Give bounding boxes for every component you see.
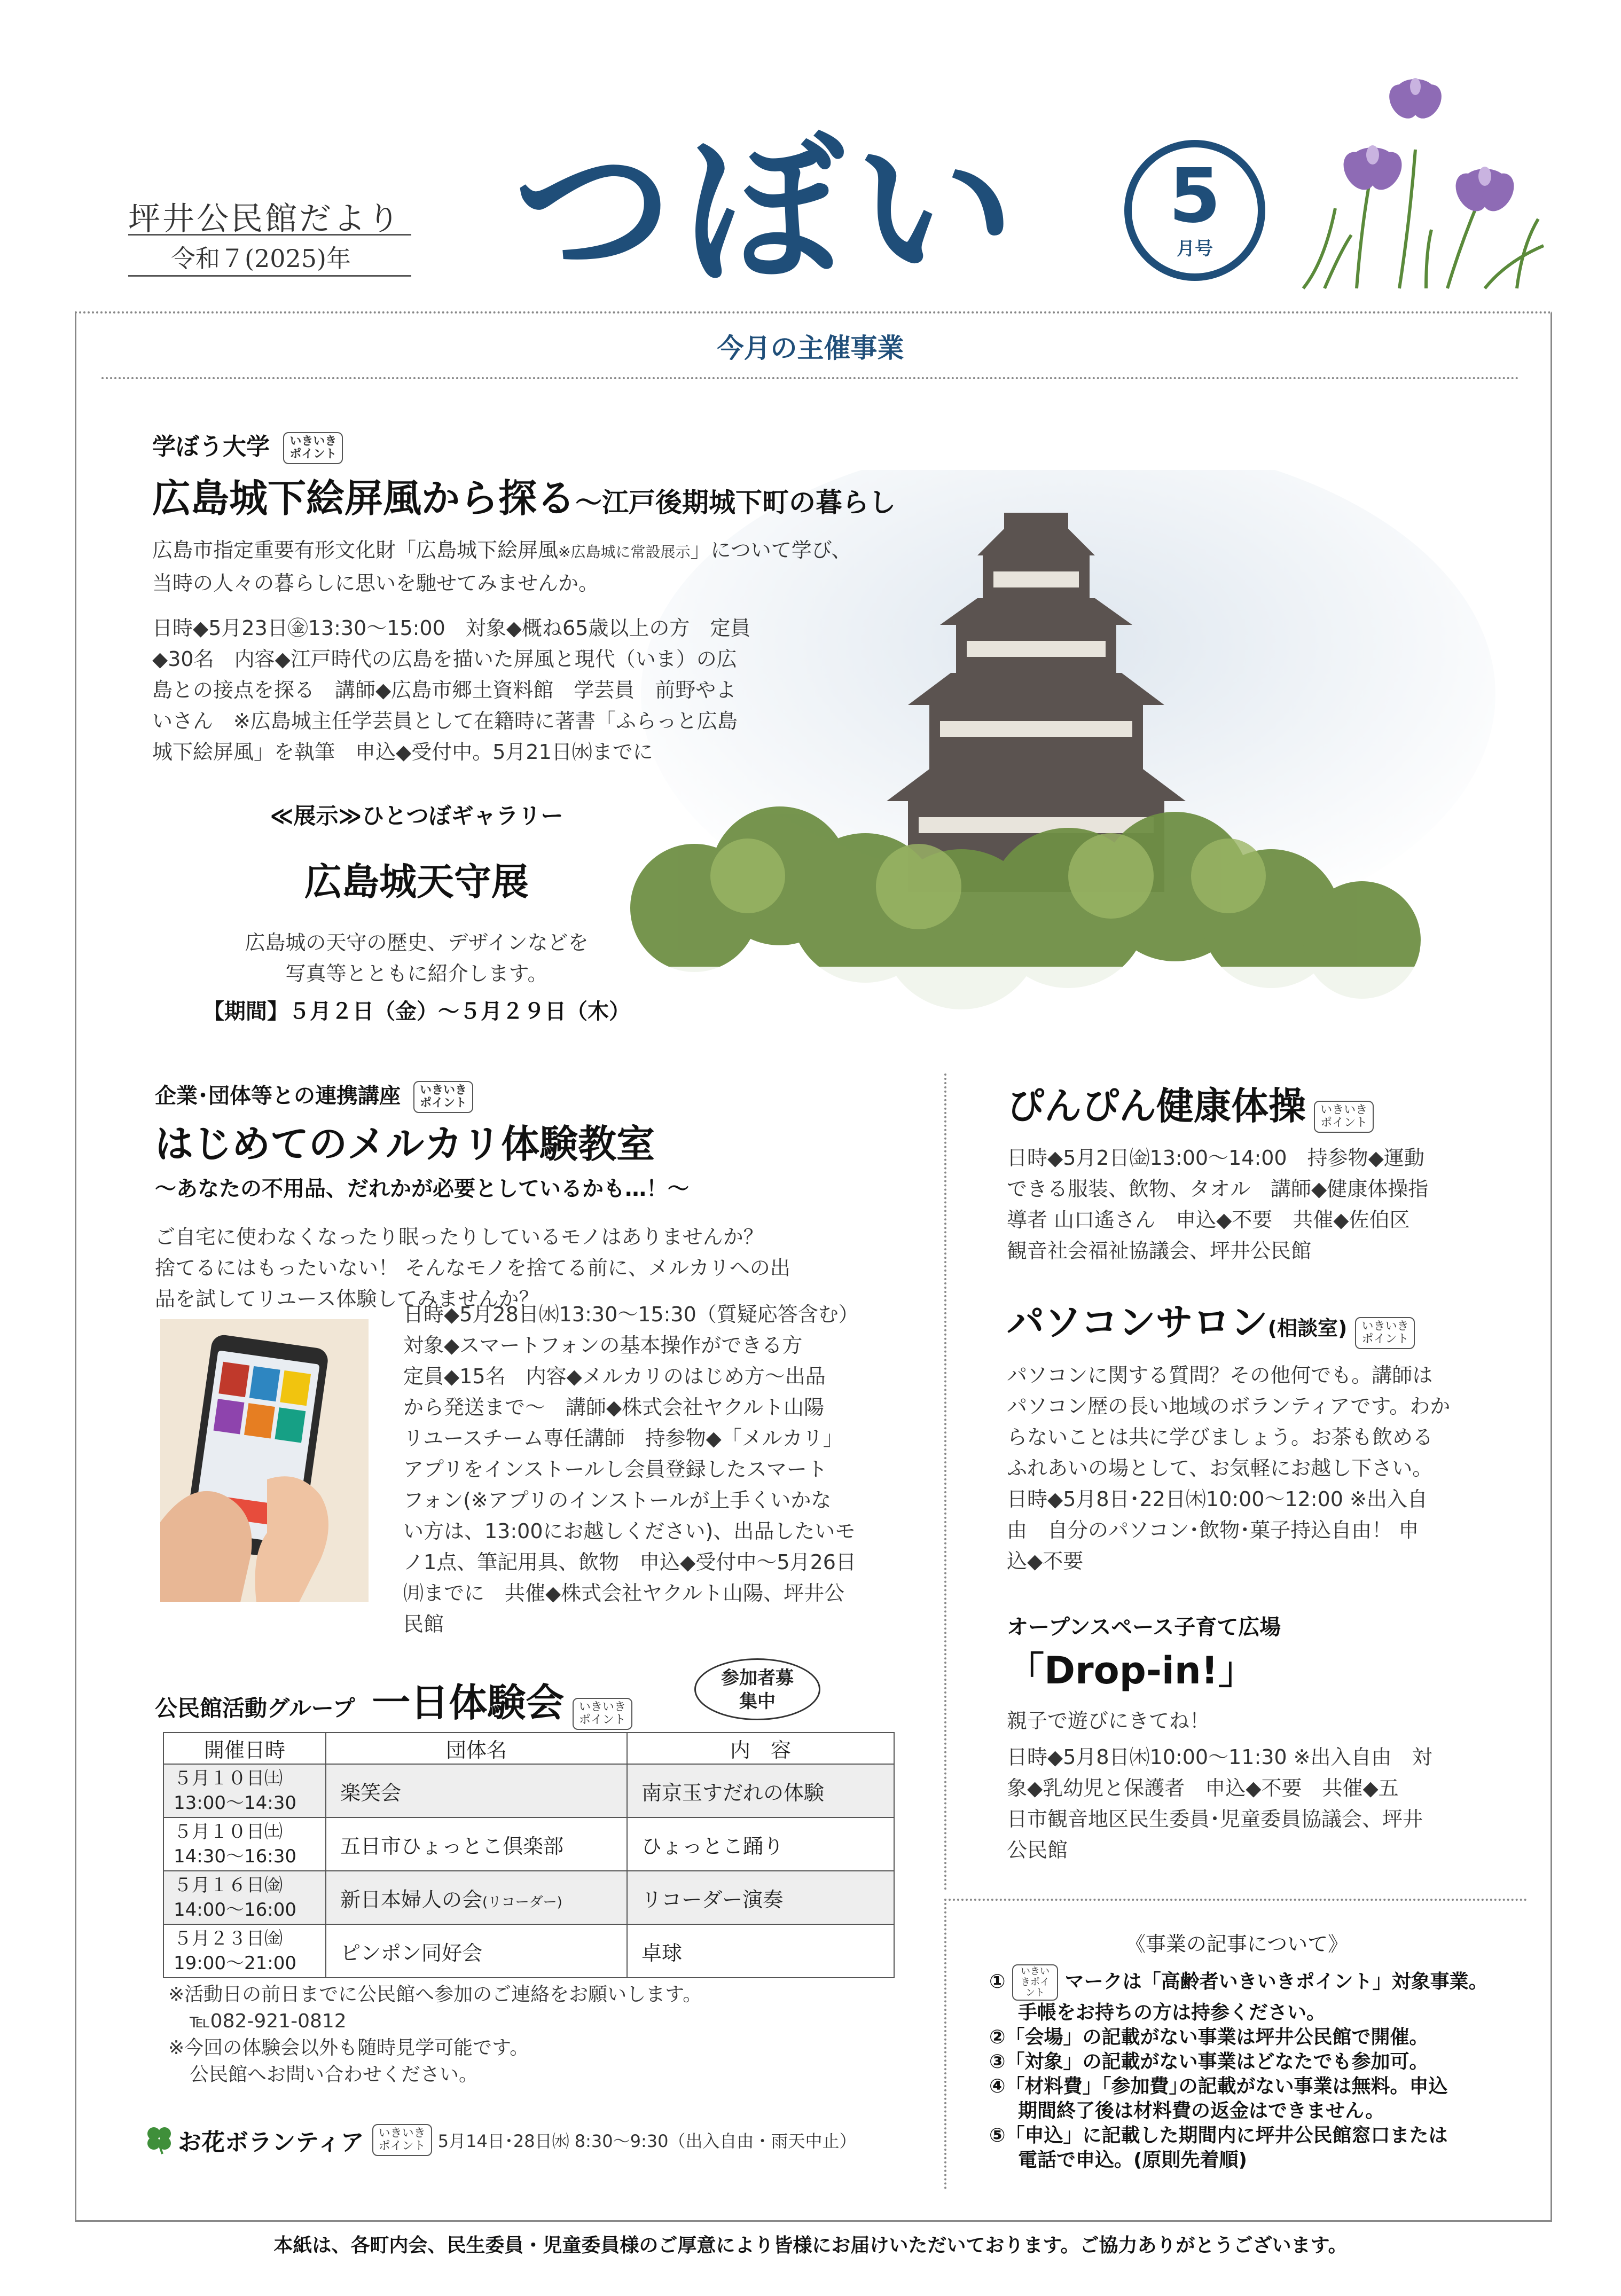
note-item-5: ⑤「申込」に記載した期間内に坪井公民館窓口または: [989, 2125, 1448, 2146]
lecture-desc-note: ※広島城に常設展示: [558, 543, 691, 561]
ikiiki-point-badge: いきいきポイント: [1012, 1964, 1058, 2001]
mercari-detail-line: ノ1点、筆記用具、飲物 申込◆受付中〜5月26日: [403, 1550, 856, 1574]
table-row: [163, 1764, 894, 1817]
mercari-detail-line: アプリをインストールし会員登録したスマート: [403, 1457, 827, 1481]
pc-details: [1007, 1360, 1498, 1577]
exhibit-desc-1: 広島城の天守の歴史、デザインなどを: [245, 931, 589, 954]
mercari-detail-line: から発送まで〜 講師◆株式会社ヤクルト山陽: [403, 1396, 825, 1419]
mercari-title: はじめてのメルカリ体験教室: [155, 1122, 655, 1166]
pinpin-detail-line: 観音社会福祉協議会、坪井公民館: [1007, 1239, 1312, 1263]
table-cell-content: ひょっとこ踊り: [627, 1817, 894, 1871]
org-underline: [128, 234, 411, 236]
table-header: 団体名: [326, 1733, 627, 1764]
taiken-bubble-text: 参加者募集中: [721, 1667, 794, 1712]
pc-detail-line: らないことは共に学びましょう。お茶も飲める: [1007, 1425, 1434, 1449]
pinpin-detail-line: 導者 山口遙さん 申込◆不要 共催◆佐伯区: [1007, 1208, 1410, 1232]
lecture-detail-line: 島との接点を探る 講師◆広島市郷土資料館 学芸員 前野やよ: [152, 678, 737, 702]
row-date: ５月１０日㈯: [174, 1821, 283, 1843]
exhibit-title: 広島城天守展: [304, 860, 529, 904]
table-header: 内 容: [627, 1733, 894, 1764]
pinpin-detail-line: 日時◆5月2日㈮13:00〜14:00 持参物◆運動: [1007, 1146, 1424, 1170]
lecture-details: [152, 613, 985, 767]
pc-block: [1007, 1292, 1498, 1577]
table-cell-content: 卓球: [627, 1924, 894, 1978]
mercari-detail-line: 定員◆15名 内容◆メルカリのはじめ方〜出品: [403, 1365, 826, 1388]
row-time: 14:00〜16:00: [174, 1899, 296, 1921]
dropin-detail-line: 公民館: [1007, 1838, 1068, 1862]
pinpin-title-row: [1007, 1076, 1498, 1133]
pc-title-note: (相談室): [1267, 1317, 1348, 1340]
note-text: マークは「高齢者いきいきポイント」対象事業。: [1064, 1971, 1488, 1993]
era-underline: [128, 275, 411, 277]
notes-box: [944, 1899, 1527, 2189]
row-time: 13:00〜14:30: [174, 1792, 296, 1814]
mercari-detail-line: 日時◆5月28日㈬13:30〜15:30（質疑応答含む）: [403, 1303, 859, 1326]
ikiiki-point-badge: いきいきポイント: [1314, 1101, 1374, 1133]
ikiiki-point-badge: いきいきポイント: [372, 2124, 432, 2156]
mercari-detail-line: 民館: [403, 1612, 444, 1636]
ikiiki-point-badge: いきいきポイント: [573, 1698, 632, 1730]
notes-title: 《事業の記事について》: [1125, 1932, 1349, 1956]
footer-message: 本紙は、各町内会、民生委員・児童委員様のご厚意により皆様にお届けいただいております。ご協力ありがとうございます。: [273, 2235, 1348, 2256]
lecture-series: 学ぼう大学: [152, 433, 270, 460]
table-row: [163, 1817, 894, 1871]
lecture-description: [152, 535, 985, 599]
dropin-detail-line: 象◆乳幼児と保護者 申込◆不要 共催◆五: [1007, 1776, 1399, 1800]
clover-icon: [143, 2123, 175, 2157]
exhibit-desc-2: 写真等とともに紹介します。: [285, 962, 548, 985]
lecture-subtitle: 〜江戸後期城下町の暮らし: [575, 487, 896, 518]
row-group: 新日本婦人の会: [340, 1887, 483, 1911]
mercari-detail-line: ㈪までに 共催◆株式会社ヤクルト山陽、坪井公: [403, 1581, 845, 1605]
note-item-4: ④「材料費」｢参加費｣の記載がない事業は無料。申込: [989, 2075, 1448, 2097]
table-cell-content: リコーダー演奏: [627, 1871, 894, 1924]
lecture-desc-text: 当時の人々の暮らしに思いを馳せてみませんか。: [152, 571, 599, 595]
taiken-bubble: [694, 1658, 820, 1720]
note-item-2: ②「会場」の記載がない事業は坪井公民館で開催。: [989, 2026, 1429, 2048]
table-row: [163, 1871, 894, 1924]
taiken-title: 一日体験会: [372, 1680, 565, 1725]
row-date: ５月１０日㈯: [174, 1768, 283, 1789]
lecture-series-row: [152, 427, 985, 464]
newsletter-org: 坪井公民館だより: [128, 200, 402, 238]
taiken-table: [163, 1732, 895, 1978]
exhibit-label: ≪展示≫ひとつぼギャラリー: [270, 803, 563, 829]
pc-detail-line: ふれあいの場として、お気軽にお越し下さい。: [1007, 1456, 1433, 1480]
header: [0, 0, 1621, 304]
pinpin-title: ぴんぴん健康体操: [1007, 1084, 1306, 1128]
dropin-title: 「Drop-in!」: [1007, 1649, 1256, 1692]
pc-detail-line: パソコンに関する質問？その他何でも。講師は: [1007, 1363, 1433, 1387]
pinpin-detail-line: できる服装、飲物、タオル 講師◆健康体操指: [1007, 1177, 1429, 1201]
exhibit-block: [176, 798, 657, 1025]
ikiiki-point-badge: いきいきポイント: [413, 1081, 473, 1113]
newsletter-title: つぼい: [513, 117, 1025, 304]
ikiiki-point-badge: いきいきポイント: [1355, 1317, 1415, 1349]
table-cell-date: [163, 1817, 326, 1871]
iris-illustration: [1293, 59, 1560, 294]
table-cell-group: 五日市ひょっとこ倶楽部: [326, 1817, 627, 1871]
dropin-block: [1007, 1610, 1498, 1866]
lecture-detail-line: 日時◆5月23日㊎13:30〜15:00 対象◆概ね65歳以上の方 定員: [152, 616, 751, 640]
taiken-notes: [168, 1981, 916, 2088]
mercari-detail-line: フォン(※アプリのインストールが上手くいかな: [403, 1488, 832, 1512]
table-cell-date: [163, 1871, 326, 1924]
note-text: 電話で申込。(原則先着順): [1018, 2149, 1247, 2171]
table-row: [163, 1924, 894, 1978]
table-cell-group: [326, 1871, 627, 1924]
row-group-note: (リコーダー): [482, 1894, 562, 1910]
note-text: 手帳をお持ちの方は持参ください。: [1018, 2002, 1326, 2024]
pinpin-details: [1007, 1142, 1498, 1266]
pc-detail-line: 日時◆5月8日･22日㈭10:00〜12:00 ※出入自: [1007, 1487, 1428, 1511]
taiken-note: ※今回の体験会以外も随時見学可能です。: [168, 2037, 529, 2059]
lecture-desc-text: 広島市指定重要有形文化財「広島城下絵屏風: [152, 538, 559, 562]
mercari-category-row: [155, 1079, 913, 1113]
section-title: 今月の主催事業: [717, 333, 904, 364]
column-divider: [944, 1073, 946, 1891]
mercari-category: 企業･団体等との連携講座: [155, 1084, 401, 1108]
table-cell-date: [163, 1924, 326, 1978]
newsletter-era: 令和７(2025)年: [171, 244, 351, 273]
mercari-detail-line: リユースチーム専任講師 持参物◆「メルカリ」: [403, 1427, 843, 1450]
taiken-note: ※活動日の前日までに公民館へ参加のご連絡をお願いします。: [168, 1984, 702, 2005]
ohana-title: お花ボランティア: [178, 2129, 364, 2156]
smartphone-photo: [160, 1319, 369, 1602]
mercari-detail-line: 対象◆スマートフォンの基本操作ができる方: [403, 1334, 803, 1357]
pc-title: パソコンサロン: [1007, 1300, 1268, 1344]
pc-detail-line: パソコン歴の長い地域のボランティアです。わか: [1007, 1394, 1451, 1418]
exhibit-period: 【期間】５月２日（金）〜５月２９日（木）: [203, 999, 630, 1024]
dropin-details: [1007, 1742, 1498, 1866]
pc-detail-line: 由 自分のパソコン･飲物･菓子持込自由！ 申: [1007, 1518, 1419, 1542]
taiken-label: 公民館活動グループ: [155, 1695, 355, 1721]
mercari-details: [403, 1299, 916, 1640]
lecture-detail-line: ◆30名 内容◆江戸時代の広島を描いた屏風と現代（いま）の広: [152, 647, 737, 671]
row-date: ５月２３日㈮: [174, 1928, 283, 1949]
row-time: 14:30〜16:30: [174, 1846, 296, 1867]
month-suffix: 月号: [1177, 238, 1213, 260]
note-item-3: ③「対象」の記載がない事業はどなたでも参加可。: [989, 2051, 1429, 2073]
lecture-block: [152, 427, 985, 767]
mercari-detail-line: い方は、13:00にお越しください)、出品したいモ: [403, 1519, 856, 1543]
mercari-intro-line: ご自宅に使わなくなったり眠ったりしているモノはありませんか？: [155, 1225, 764, 1249]
table-cell-group: 楽笑会: [326, 1764, 627, 1817]
table-cell-content: 南京玉すだれの体験: [627, 1764, 894, 1817]
pinpin-block: [1007, 1076, 1498, 1266]
pc-detail-line: 込◆不要: [1007, 1549, 1084, 1573]
table-cell-date: [163, 1764, 326, 1817]
lecture-title-row: [152, 467, 985, 523]
dropin-detail-line: 日時◆5月8日㈭10:00〜11:30 ※出入自由 対: [1007, 1745, 1432, 1769]
dropin-label: オープンスペース子育て広場: [1007, 1615, 1281, 1640]
table-header: 開催日時: [163, 1733, 326, 1764]
note-number: ①: [989, 1971, 1006, 1993]
section-divider: [101, 377, 1520, 379]
ohana-details: 5月14日･28日㈬ 8:30〜9:30（出入自由・雨天中止）: [437, 2131, 857, 2151]
dropin-detail-line: 日市観音地区民生委員･児童委員協議会、坪井: [1007, 1807, 1423, 1831]
dropin-lead: 親子で遊びにきてね！: [1007, 1709, 1210, 1733]
lecture-detail-line: いさん ※広島城主任学芸員として在籍時に著書「ふらっと広島: [152, 709, 738, 733]
mercari-block: [155, 1079, 913, 1314]
mercari-intro-line: 捨てるにはもったいない！ そんなモノを捨てる前に、メルカリへの出: [155, 1256, 790, 1280]
mercari-subtitle: 〜あなたの不用品、だれかが必要としているかも…！〜: [155, 1177, 689, 1201]
taiken-phone: ℡082-921-0812: [190, 2010, 347, 2032]
note-text: 期間終了後は材料費の返金はできません。: [1018, 2100, 1385, 2122]
pc-title-row: [1007, 1292, 1498, 1349]
ohana-block: [143, 2123, 944, 2157]
month-circle: [1124, 140, 1265, 281]
note-item-1: [989, 1964, 1527, 2001]
row-date: ５月１６日㈮: [174, 1875, 283, 1896]
row-time: 19:00〜21:00: [174, 1953, 296, 1974]
month-number: 5: [1169, 153, 1221, 240]
notes-list: [989, 1964, 1527, 2173]
lecture-desc-text: 」について学び、: [690, 538, 852, 562]
table-cell-group: ピンポン同好会: [326, 1924, 627, 1978]
ikiiki-point-badge: いきいきポイント: [283, 432, 343, 464]
lecture-title: 広島城下絵屏風から探る: [152, 476, 576, 521]
taiken-note: 公民館へお問い合わせください。: [190, 2064, 479, 2086]
mercari-intro-line: 品を試してリユース体験してみませんか？: [155, 1287, 539, 1311]
lecture-detail-line: 城下絵屏風」を執筆 申込◆受付中。5月21日㈬までに: [152, 740, 653, 764]
